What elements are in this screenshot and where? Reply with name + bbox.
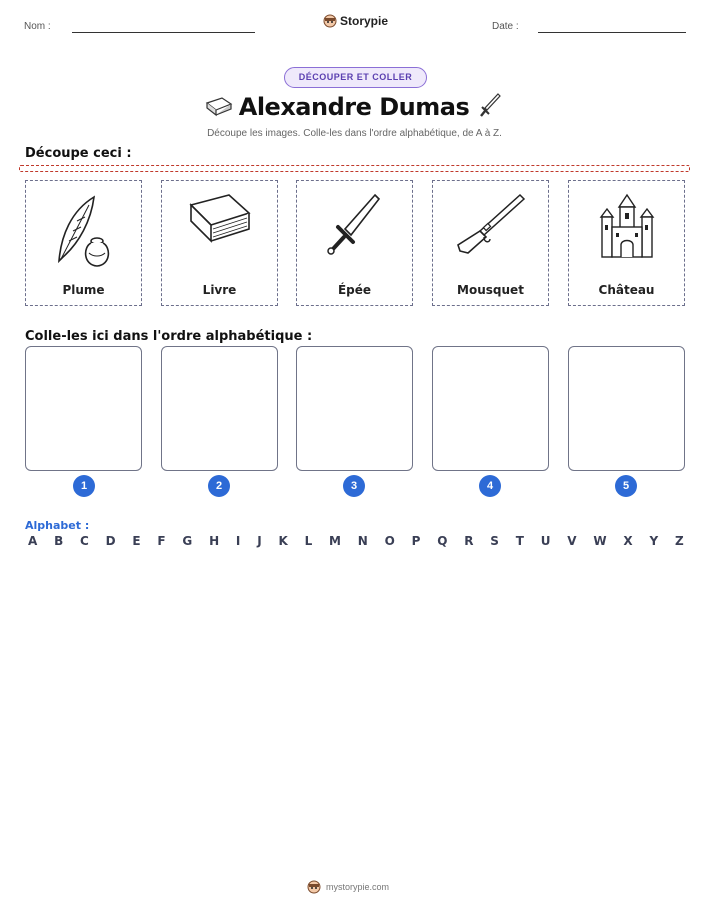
alphabet-letter: W bbox=[593, 534, 607, 548]
card-label: Épée bbox=[337, 283, 372, 297]
paste-heading: Colle-les ici dans l'ordre alphabétique : bbox=[25, 329, 313, 344]
paste-slot-3[interactable] bbox=[296, 346, 413, 471]
page-title: Alexandre Dumas bbox=[238, 93, 470, 121]
alphabet-letter: N bbox=[357, 534, 368, 548]
alphabet-letter: I bbox=[235, 534, 241, 548]
alphabet-row bbox=[28, 534, 684, 548]
cut-heading: Découpe ceci : bbox=[25, 146, 132, 161]
alphabet-letter: D bbox=[105, 534, 116, 548]
musket-icon bbox=[454, 191, 528, 259]
alphabet-letter: J bbox=[257, 534, 262, 548]
sword-icon bbox=[325, 191, 385, 261]
paste-slot-4[interactable] bbox=[432, 346, 549, 471]
alphabet-letter: R bbox=[464, 534, 474, 548]
paste-slot-2[interactable] bbox=[161, 346, 278, 471]
slot-number-badge: 2 bbox=[208, 475, 230, 497]
book-doodle-icon bbox=[204, 95, 234, 117]
activity-badge: DÉCOUPER ET COLLER bbox=[284, 67, 427, 88]
footer bbox=[307, 880, 389, 894]
alphabet-letter: V bbox=[567, 534, 577, 548]
cut-card-epee[interactable] bbox=[296, 180, 413, 306]
card-label: Plume bbox=[62, 283, 105, 297]
slot-number-badge: 1 bbox=[73, 475, 95, 497]
card-label: Livre bbox=[202, 283, 237, 297]
slot-number-badge: 5 bbox=[615, 475, 637, 497]
date-line[interactable] bbox=[538, 32, 686, 33]
quill-ink-icon bbox=[49, 191, 119, 271]
paste-slot-5[interactable] bbox=[568, 346, 685, 471]
castle-icon bbox=[597, 191, 657, 261]
name-line[interactable] bbox=[72, 32, 255, 33]
card-label: Château bbox=[598, 283, 655, 297]
instructions: Découpe les images. Colle-les dans l'ordre alphabétique, de A à Z. bbox=[207, 128, 502, 139]
alphabet-letter: X bbox=[623, 534, 633, 548]
alphabet-letter: E bbox=[132, 534, 141, 548]
cut-card-plume[interactable] bbox=[25, 180, 142, 306]
storypie-mascot-icon bbox=[323, 14, 337, 28]
date-label: Date : bbox=[492, 21, 519, 32]
alphabet-letter: H bbox=[209, 534, 220, 548]
alphabet-letter: S bbox=[490, 534, 499, 548]
alphabet-letter: F bbox=[157, 534, 166, 548]
alphabet-letter: C bbox=[80, 534, 89, 548]
cut-card-mousquet[interactable] bbox=[432, 180, 549, 306]
alphabet-letter: Q bbox=[437, 534, 448, 548]
alphabet-letter: P bbox=[411, 534, 421, 548]
footer-site[interactable]: mystorypie.com bbox=[326, 882, 390, 892]
slot-number-badge: 3 bbox=[343, 475, 365, 497]
alphabet-letter: Y bbox=[649, 534, 659, 548]
card-label: Mousquet bbox=[457, 283, 524, 297]
alphabet-letter: U bbox=[540, 534, 551, 548]
paste-slot-1[interactable] bbox=[25, 346, 142, 471]
alphabet-letter: B bbox=[54, 534, 64, 548]
alphabet-letter: Z bbox=[674, 534, 684, 548]
alphabet-letter: M bbox=[329, 534, 341, 548]
alphabet-heading: Alphabet : bbox=[25, 519, 90, 532]
storypie-mascot-icon bbox=[307, 880, 321, 894]
slot-number-badge: 4 bbox=[479, 475, 501, 497]
alphabet-letter: A bbox=[28, 534, 38, 548]
sword-doodle-icon bbox=[478, 92, 502, 120]
alphabet-letter: T bbox=[515, 534, 524, 548]
alphabet-letter: O bbox=[384, 534, 395, 548]
cut-line bbox=[19, 165, 690, 172]
cut-card-chateau[interactable] bbox=[568, 180, 685, 306]
alphabet-letter: K bbox=[278, 534, 288, 548]
alphabet-letter: G bbox=[182, 534, 193, 548]
brand-name: Storypie bbox=[340, 14, 389, 28]
cut-card-livre[interactable] bbox=[161, 180, 278, 306]
brand-logo bbox=[323, 14, 388, 28]
book-icon bbox=[185, 191, 255, 251]
name-label: Nom : bbox=[24, 21, 51, 32]
alphabet-letter: L bbox=[304, 534, 313, 548]
